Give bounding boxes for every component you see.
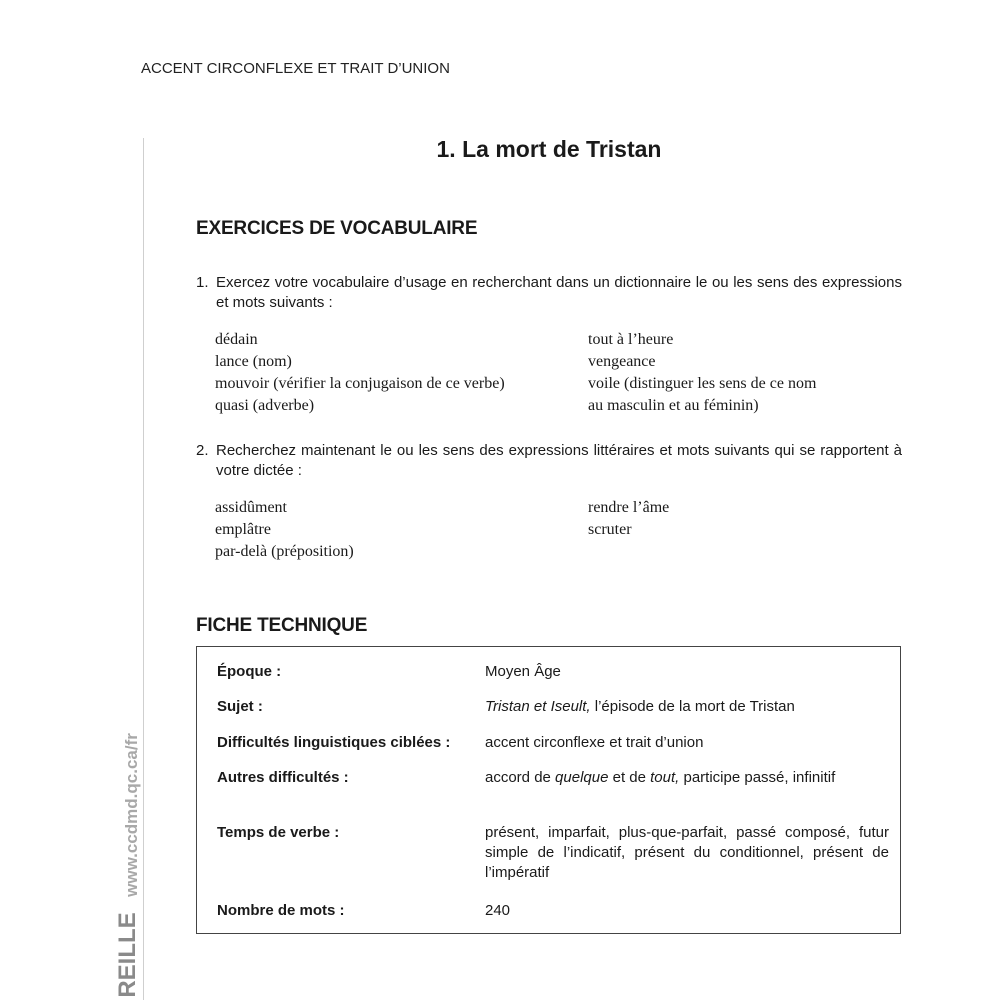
fiche-label: Difficultés linguistiques ciblées : xyxy=(217,734,451,751)
word-item: emplâtre xyxy=(215,521,271,538)
fiche-label: Autres difficultés : xyxy=(217,769,349,786)
exercise-2 xyxy=(196,441,902,481)
fiche-value: présent, imparfait, plus-que-parfait, passé composé, futur simple de l’indicatif, présent du conditionnel, présent de l’impératif xyxy=(485,824,889,881)
fiche-value-text: accord de xyxy=(485,769,556,786)
page-title: 1. La mort de Tristan xyxy=(436,136,662,162)
word-item: quasi (adverbe) xyxy=(215,397,315,414)
word-column-right xyxy=(588,497,669,541)
fiche-value-italic: Tristan et Iseult, xyxy=(485,698,591,715)
fiche-value-italic: tout, xyxy=(650,769,680,786)
word-column-right xyxy=(588,329,816,417)
fiche-value-text: l’épisode de la mort de Tristan xyxy=(590,698,795,715)
fiche-value: accent circonflexe et trait d’union xyxy=(485,734,704,751)
running-head: ACCENT CIRCONFLEXE ET TRAIT D’UNION xyxy=(141,60,450,77)
fiche-value-italic: quelque xyxy=(555,769,609,786)
word-item: vengeance xyxy=(588,353,656,370)
fiche-label: Nombre de mots : xyxy=(217,902,345,919)
word-item: lance (nom) xyxy=(215,353,292,370)
fiche-value: 240 xyxy=(485,902,511,919)
exercise-number: 2. xyxy=(196,442,209,459)
word-item: scruter xyxy=(588,521,632,538)
word-item: rendre l’âme xyxy=(588,499,670,516)
fiche-value-text: et de xyxy=(608,769,651,786)
word-item: au masculin et au féminin) xyxy=(588,397,759,414)
margin-rule xyxy=(143,138,144,1000)
word-item: tout à l’heure xyxy=(588,331,674,348)
side-url: www.ccdmd.qc.ca/fr xyxy=(122,733,141,897)
fiche-label: Temps de verbe : xyxy=(217,824,340,841)
word-item: mouvoir (vérifier la conjugaison de ce verbe) xyxy=(215,375,505,392)
word-item: assidûment xyxy=(215,499,287,516)
exercise-1 xyxy=(196,273,902,313)
exercise-text: Exercez votre vocabulaire d’usage en recherchant dans un dictionnaire le ou les sens des expressions et mots suivants : xyxy=(216,274,902,311)
fiche-value xyxy=(485,697,889,717)
fiche-value: Moyen Âge xyxy=(485,663,561,680)
side-brand: REILLE xyxy=(114,912,141,998)
word-item: par-delà (préposition) xyxy=(215,543,354,560)
word-item: voile (distinguer les sens de ce nom xyxy=(588,375,817,392)
fiche-heading: FICHE TECHNIQUE xyxy=(196,615,368,636)
fiche-label: Époque : xyxy=(217,663,282,680)
fiche-value-text: participe passé, infinitif xyxy=(679,769,836,786)
fiche-value xyxy=(485,768,889,788)
exercise-number: 1. xyxy=(196,274,209,291)
fiche-label: Sujet : xyxy=(217,698,263,715)
word-column-left xyxy=(215,329,505,417)
fiche-box xyxy=(196,646,901,934)
exercise-text: Recherchez maintenant le ou les sens des expressions littéraires et mots suivants qui se rapportent à votre dictée : xyxy=(216,442,902,479)
vocab-heading: EXERCICES DE VOCABULAIRE xyxy=(196,218,478,239)
word-item: dédain xyxy=(215,331,258,348)
word-column-left xyxy=(215,497,354,563)
